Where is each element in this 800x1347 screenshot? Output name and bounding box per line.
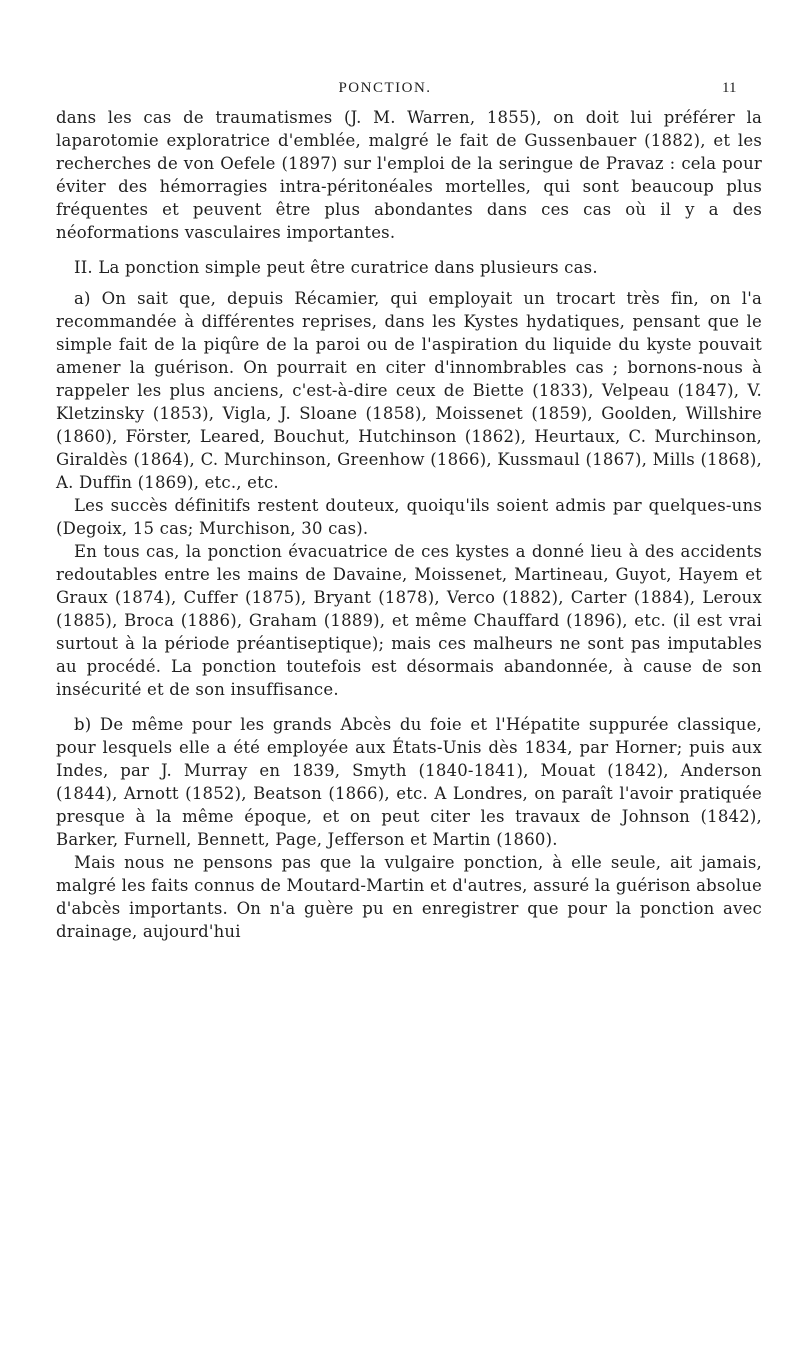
paragraph-ponction-evacuatrice: En tous cas, la ponction évacuatrice de ces kystes a donné lieu à des accidents redoutables entre les mains de Davaine, Moissenet, Martineau, Guyot, Hayem et Graux (1874), Cuffer (1875), Bryant (1878), Verco (1882), Carter (1884), Leroux (1885), Broca (1886), Graham (1889), et même Chauffard (1896), etc. (il est vrai surtout à la période préantiseptique); mais ces malheurs ne sont pas imputables au procédé. La ponction toutefois est désormais abandonnée, à cause de son insécurité et de son insuffisance. — [56, 542, 762, 699]
paragraph-traumatismes: dans les cas de traumatismes (J. M. Warren, 1855), on doit lui préférer la laparotomie exploratrice d'emblée, malgré le fait de Gussenbauer (1882), et les recherches de von Oefele (1897) sur l'emploi de la seringue de Pravaz : cela pour éviter des hémorragies intra-péritonéales mortelles, qui sont beaucoup plus fréquentes et peuvent être plus abondantes dans ces cas où il y a des néoformations vasculaires importantes. — [56, 108, 762, 242]
paragraph-abces-du-foie: b) De même pour les grands Abcès du foie et l'Hépatite suppurée classique, pour lesquels elle a été employée aux États-Unis dès 1834, par Horner; puis aux Indes, par J. Murray en 1839, Smyth (1840-1841), Mouat (1842), Anderson (1844), Arnott (1852), Beatson (1866), etc. A Londres, on paraît l'avoir pratiquée presque à la même époque, et on peut citer les travaux de Johnson (1842), Barker, Furnell, Bennett, Page, Jefferson et Martin (1860). — [56, 715, 762, 849]
page-number: 11 — [722, 80, 737, 96]
paragraph-vulgaire-ponction: Mais nous ne pensons pas que la vulgaire ponction, à elle seule, ait jamais, malgré les faits connus de Moutard-Martin et d'autres, assuré la guérison absolue d'abcès importants. On n'a guère pu en enregistrer que pour la ponction avec drainage, aujourd'hui — [56, 853, 762, 941]
paragraph-kystes-hydatiques: a) On sait que, depuis Récamier, qui employait un trocart très fin, on l'a recommandée à différentes reprises, dans les Kystes hydatiques, pensant que le simple fait de la piqûre de la paroi ou de l'aspiration du liquide du kyste pouvait amener la guérison. On pourrait en citer d'innombrables cas ; bornons-nous à rappeler les plus anciens, c'est-à-dire ceux de Biette (1833), Velpeau (1847), V. Kletzinsky (1853), Vigla, J. Sloane (1858), Moissenet (1859), Goolden, Willshire (1860), Förster, Leared, Bouchut, Hutchinson (1862), Heurtaux, C. Murchinson, Giraldès (1864), C. Murchinson, Greenhow (1866), Kussmaul (1867), Mills (1868), A. Duffin (1869), etc., etc. — [56, 289, 762, 492]
running-title: PONCTION. — [338, 80, 432, 96]
body-text — [56, 106, 762, 943]
paragraph-section-ii: II. La ponction simple peut être curatrice dans plusieurs cas. — [74, 258, 598, 277]
paragraph-succes-definitifs: Les succès définitifs restent douteux, quoiqu'ils soient admis par quelques-uns (Degoix, 15 cas; Murchison, 30 cas). — [56, 496, 762, 538]
page-header — [0, 80, 800, 102]
